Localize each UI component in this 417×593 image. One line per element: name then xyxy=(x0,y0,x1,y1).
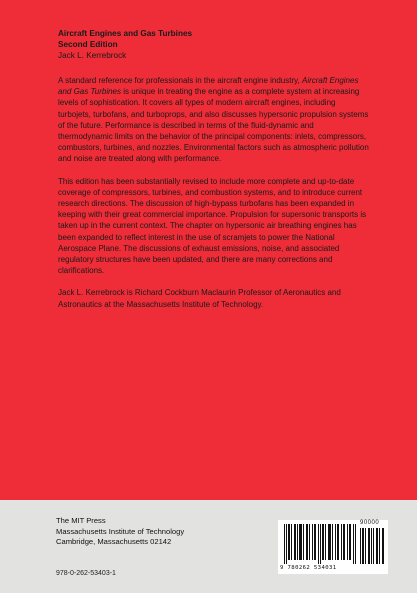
description-block xyxy=(58,28,370,321)
publisher-name: The MIT Press xyxy=(56,516,106,525)
book-edition: Second Edition xyxy=(58,40,118,49)
barcode-price-code: 90000 xyxy=(360,520,380,526)
publisher-institution: Massachusetts Institute of Technology xyxy=(56,526,185,536)
para1-after: is unique in treating the engine as a complete system at increasing levels of sophistication. It covers all types of modern aircraft engines, including turbojets, turbofans, and turboprops, and also discusses hypersonic propulsion systems of the future. Performance is described in terms of the fluid-dynamic and thermodynamic limits on the behavior of the principal components: inlets, compressors, combustors, turbines, and nozzles. Environmental factors such as atmospheric pollution and noise are treated along with performance. xyxy=(58,87,369,164)
barcode-number: 9 780262 534031 xyxy=(280,565,337,571)
description-paragraph-1 xyxy=(58,75,370,165)
description-paragraph-2: This edition has been substantially revised to include more complete and up-to-date coverage of compressors, turbines, and combustion systems, and to introduce current research directions. The discussion of high-bypass turbofans has been expanded in keeping with their great commercial importance. Propulsion for supersonic transports is taken up in the current context. The chapter on hypersonic air breathing engines has been expanded to reflect interest in the use of scramjets to power the National Aerospace Plane. The discussions of exhaust emissions, noise, and associated regulatory structures have been updated, and there are many corrections and clarifications. xyxy=(58,176,367,276)
publisher-info xyxy=(56,516,184,548)
author-bio: Jack L. Kerrebrock is Richard Cockburn Maclaurin Professor of Aeronautics and Astronautics at the Massachusetts Institute of Technology. xyxy=(58,288,341,309)
publisher-city: Cambridge, Massachusetts 02142 xyxy=(56,537,172,547)
barcode-main-bars xyxy=(284,524,356,564)
para1-italic-title: Aircraft Engines and Gas Turbines xyxy=(58,76,359,97)
publisher-footer xyxy=(0,500,417,593)
book-author: Jack L. Kerrebrock xyxy=(58,51,127,60)
isbn: 978-0-262-53403-1 xyxy=(56,570,116,577)
barcode xyxy=(278,520,388,574)
book-title: Aircraft Engines and Gas Turbines xyxy=(58,29,193,38)
para1-before: A standard reference for professionals in the aircraft engine industry, xyxy=(58,76,302,85)
barcode-addon-bars xyxy=(360,528,384,564)
